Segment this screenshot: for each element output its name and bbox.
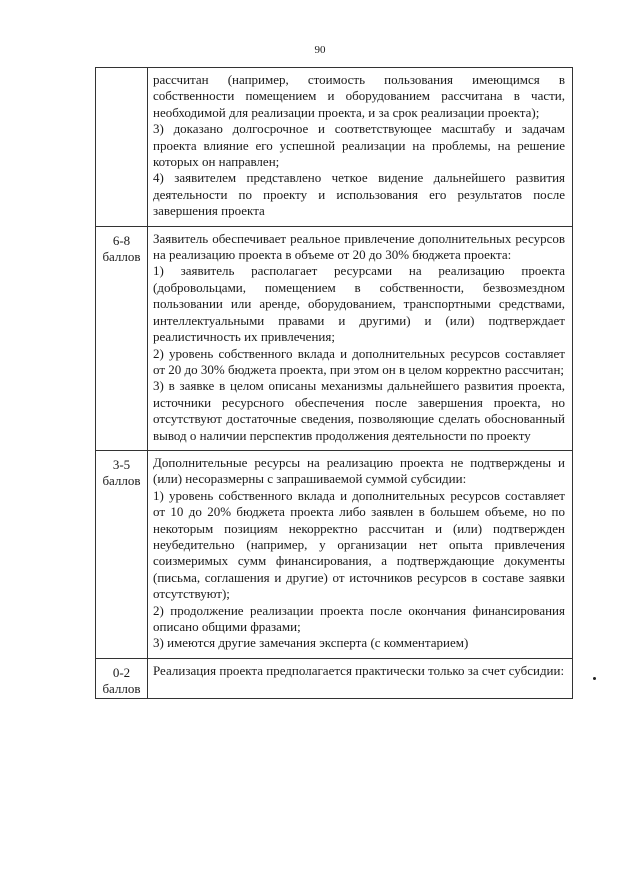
criteria-paragraph: 3) имеются другие замечания эксперта (с комментарием) (153, 635, 469, 651)
score-cell (96, 68, 148, 227)
criteria-paragraph: 1) заявитель располагает ресурсами на реализацию проекта (добровольцами, помещением в собственности, безвозмездном пользовании или аренде, оборудованием, транспортными средствами, интеллектуальными правами и другими) и (или) подтверждает реалистичность их привлечения; (153, 263, 565, 345)
table-row (96, 658, 573, 698)
criteria-text-cell (148, 658, 573, 698)
criteria-paragraph: Заявитель обеспечивает реальное привлечение дополнительных ресурсов на реализацию проекта в объеме от 20 до 30% бюджета проекта: (153, 230, 565, 263)
criteria-table (95, 67, 573, 699)
table-row (96, 450, 573, 658)
table-row (96, 226, 573, 450)
criteria-paragraph: Реализация проекта предполагается практически только за счет субсидии: (153, 662, 565, 678)
score-cell: 6-8 баллов (96, 226, 148, 450)
criteria-text-cell (148, 226, 573, 450)
criteria-paragraph: рассчитан (например, стоимость пользования имеющимся в собственности помещением и оборудованием рассчитана в части, необходимой для реализации проекта, и за срок реализации проекта); (153, 72, 565, 120)
table-row (96, 68, 573, 227)
criteria-text-cell (148, 68, 573, 227)
criteria-paragraph: 1) уровень собственного вклада и дополнительных ресурсов составляет от 10 до 20% бюджета проекта либо заявлен в большем объеме, но по некоторым позициям некорректно рассчитан и (или) подтвержден неубедительно (например, у организации нет опыта привлечения соизмеримых сумм финансирования, а подтверждающие документы (письма, соглашения и другие) от источников ресурсов в составе заявки отсутствуют); (153, 487, 565, 602)
criteria-paragraph: 3) в заявке в целом описаны механизмы дальнейшего развития проекта, источники ресурсного обеспечения после завершения проекта, но отсутствуют достаточные сведения, позволяющие сделать обоснованный вывод о наличии перспектив продолжения деятельности по проекту (153, 378, 565, 443)
score-cell: 0-2 баллов (96, 658, 148, 698)
stray-dot (593, 677, 596, 680)
criteria-paragraph: 4) заявителем представлено четкое видение дальнейшего развития деятельности по проекту и использования его результатов после завершения проекта (153, 170, 565, 219)
criteria-text-cell (148, 450, 573, 658)
criteria-paragraph: 2) продолжение реализации проекта после окончания финансирования описано общими фразами; (153, 602, 565, 634)
criteria-paragraph: Дополнительные ресурсы на реализацию проекта не подтверждены и (или) несоразмерны с запрашиваемой суммой субсидии: (153, 454, 565, 487)
page-number: 90 (314, 44, 326, 56)
score-cell: 3-5 баллов (96, 450, 148, 658)
criteria-paragraph: 2) уровень собственного вклада и дополнительных ресурсов составляет от 20 до 30% бюджета проекта, при этом он в целом корректно рассчитан; (153, 345, 565, 377)
criteria-paragraph: 3) доказано долгосрочное и соответствующее масштабу и задачам проекта влияние его успешной реализации на проблемы, на решение которых он направлен; (153, 121, 565, 170)
